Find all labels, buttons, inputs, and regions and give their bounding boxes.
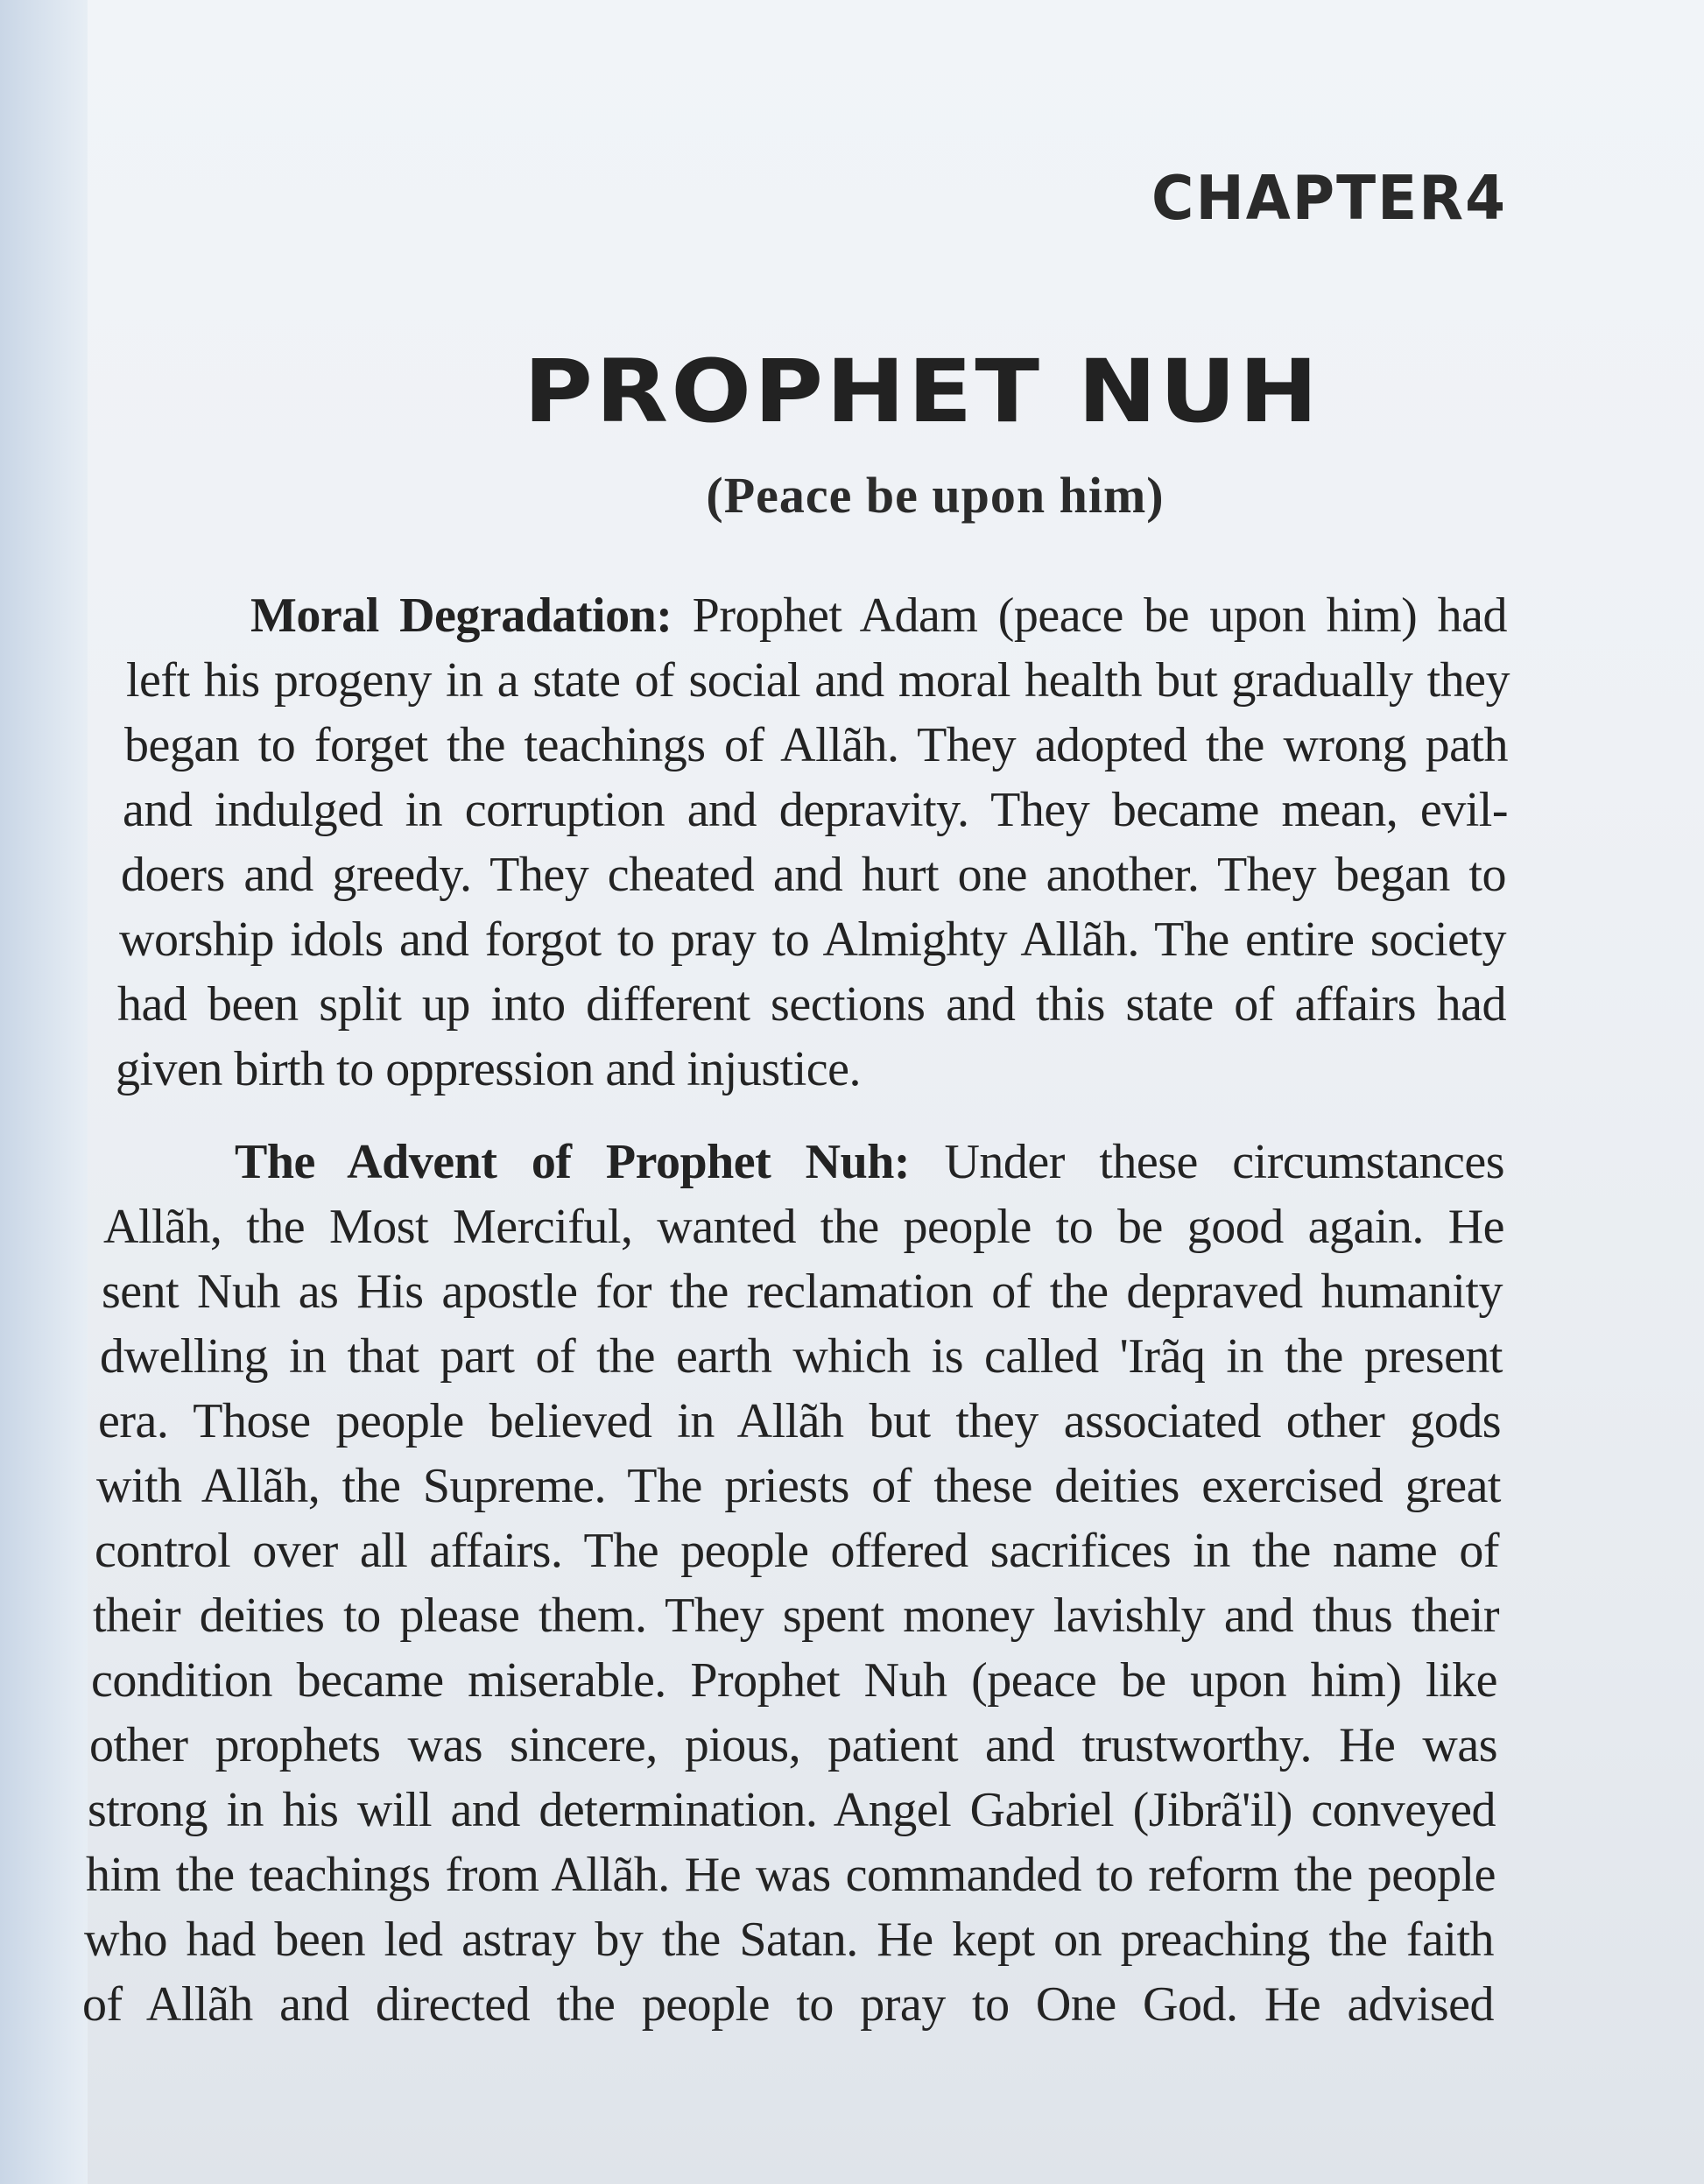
paragraph-2-line-10: other prophets was sincere, pious, patient and trustworthy. He was — [89, 1718, 1497, 1772]
paragraph-2-line-1 — [235, 1130, 1504, 1194]
paragraph-1-line-1-text: Prophet Adam (peace be upon him) had — [672, 588, 1507, 643]
paragraph-2-line-4: dwelling in that part of the earth which is called 'Irãq in the present — [100, 1329, 1503, 1384]
paragraph-2-line-1-text: Under these circumstances — [910, 1135, 1504, 1189]
paragraph-1-line-7: had been split up into different sections and this state of affairs had — [117, 977, 1506, 1032]
paragraph-2-line-6: with Allãh, the Supreme. The priests of these deities exercised great — [96, 1459, 1501, 1513]
paragraph-1-line-2: left his progeny in a state of social and moral health but gradually they — [126, 653, 1510, 708]
paragraph-2-line-11: strong in his will and determination. Angel Gabriel (Jibrã'il) conveyed — [88, 1783, 1496, 1837]
paragraph-1-line-8 — [116, 1037, 861, 1102]
paragraph-2-line-12: him the teachings from Allãh. He was commanded to reform the people — [86, 1848, 1496, 1902]
paragraph-2-heading: The Advent of Prophet Nuh: — [235, 1135, 911, 1189]
paragraph-2-line-13: who had been led astray by the Satan. He kept on preaching the faith — [84, 1913, 1494, 1967]
book-gutter — [0, 0, 96, 2184]
paragraph-2-line-3: sent Nuh as His apostle for the reclamation of the depraved humanity — [102, 1265, 1503, 1319]
chapter-title-text: PROPHET NUH — [523, 342, 1321, 442]
paragraph-1-line-8-text: given birth to oppression and injustice. — [116, 1042, 861, 1096]
paragraph-1-line-6: worship idols and forgot to pray to Almighty Allãh. The entire society — [119, 912, 1506, 967]
paragraph-2-line-14: of Allãh and directed the people to pray to One God. He advised — [82, 1977, 1494, 2032]
paragraph-1-heading: Moral Degradation: — [250, 588, 672, 643]
book-page — [82, 0, 1704, 2184]
chapter-subtitle-text: (Peace be upon him) — [706, 467, 1165, 524]
paragraph-2-line-8: their deities to please them. They spent money lavishly and thus their — [93, 1589, 1499, 1643]
chapter-title — [88, 342, 1704, 442]
paragraph-2-line-7: control over all affairs. The people offered sacrifices in the name of — [95, 1524, 1499, 1578]
paragraph-2-line-9: condition became miserable. Prophet Nuh (peace be upon him) like — [91, 1653, 1497, 1708]
chapter-label: CHAPTER4 — [1151, 163, 1507, 234]
chapter-subtitle — [88, 466, 1704, 525]
paragraph-1-line-3: began to forget the teachings of Allãh. They adopted the wrong path — [124, 718, 1508, 772]
paragraph-1-line-5: doers and greedy. They cheated and hurt one another. They began to — [121, 848, 1506, 902]
paragraph-2-line-2: Allãh, the Most Merciful, wanted the people to be good again. He — [103, 1200, 1504, 1254]
paragraph-1-line-1 — [250, 583, 1507, 648]
paragraph-2-line-5: era. Those people believed in Allãh but they associated other gods — [98, 1394, 1501, 1448]
paragraph-1-line-4: and indulged in corruption and depravity. They became mean, evil- — [123, 783, 1508, 837]
